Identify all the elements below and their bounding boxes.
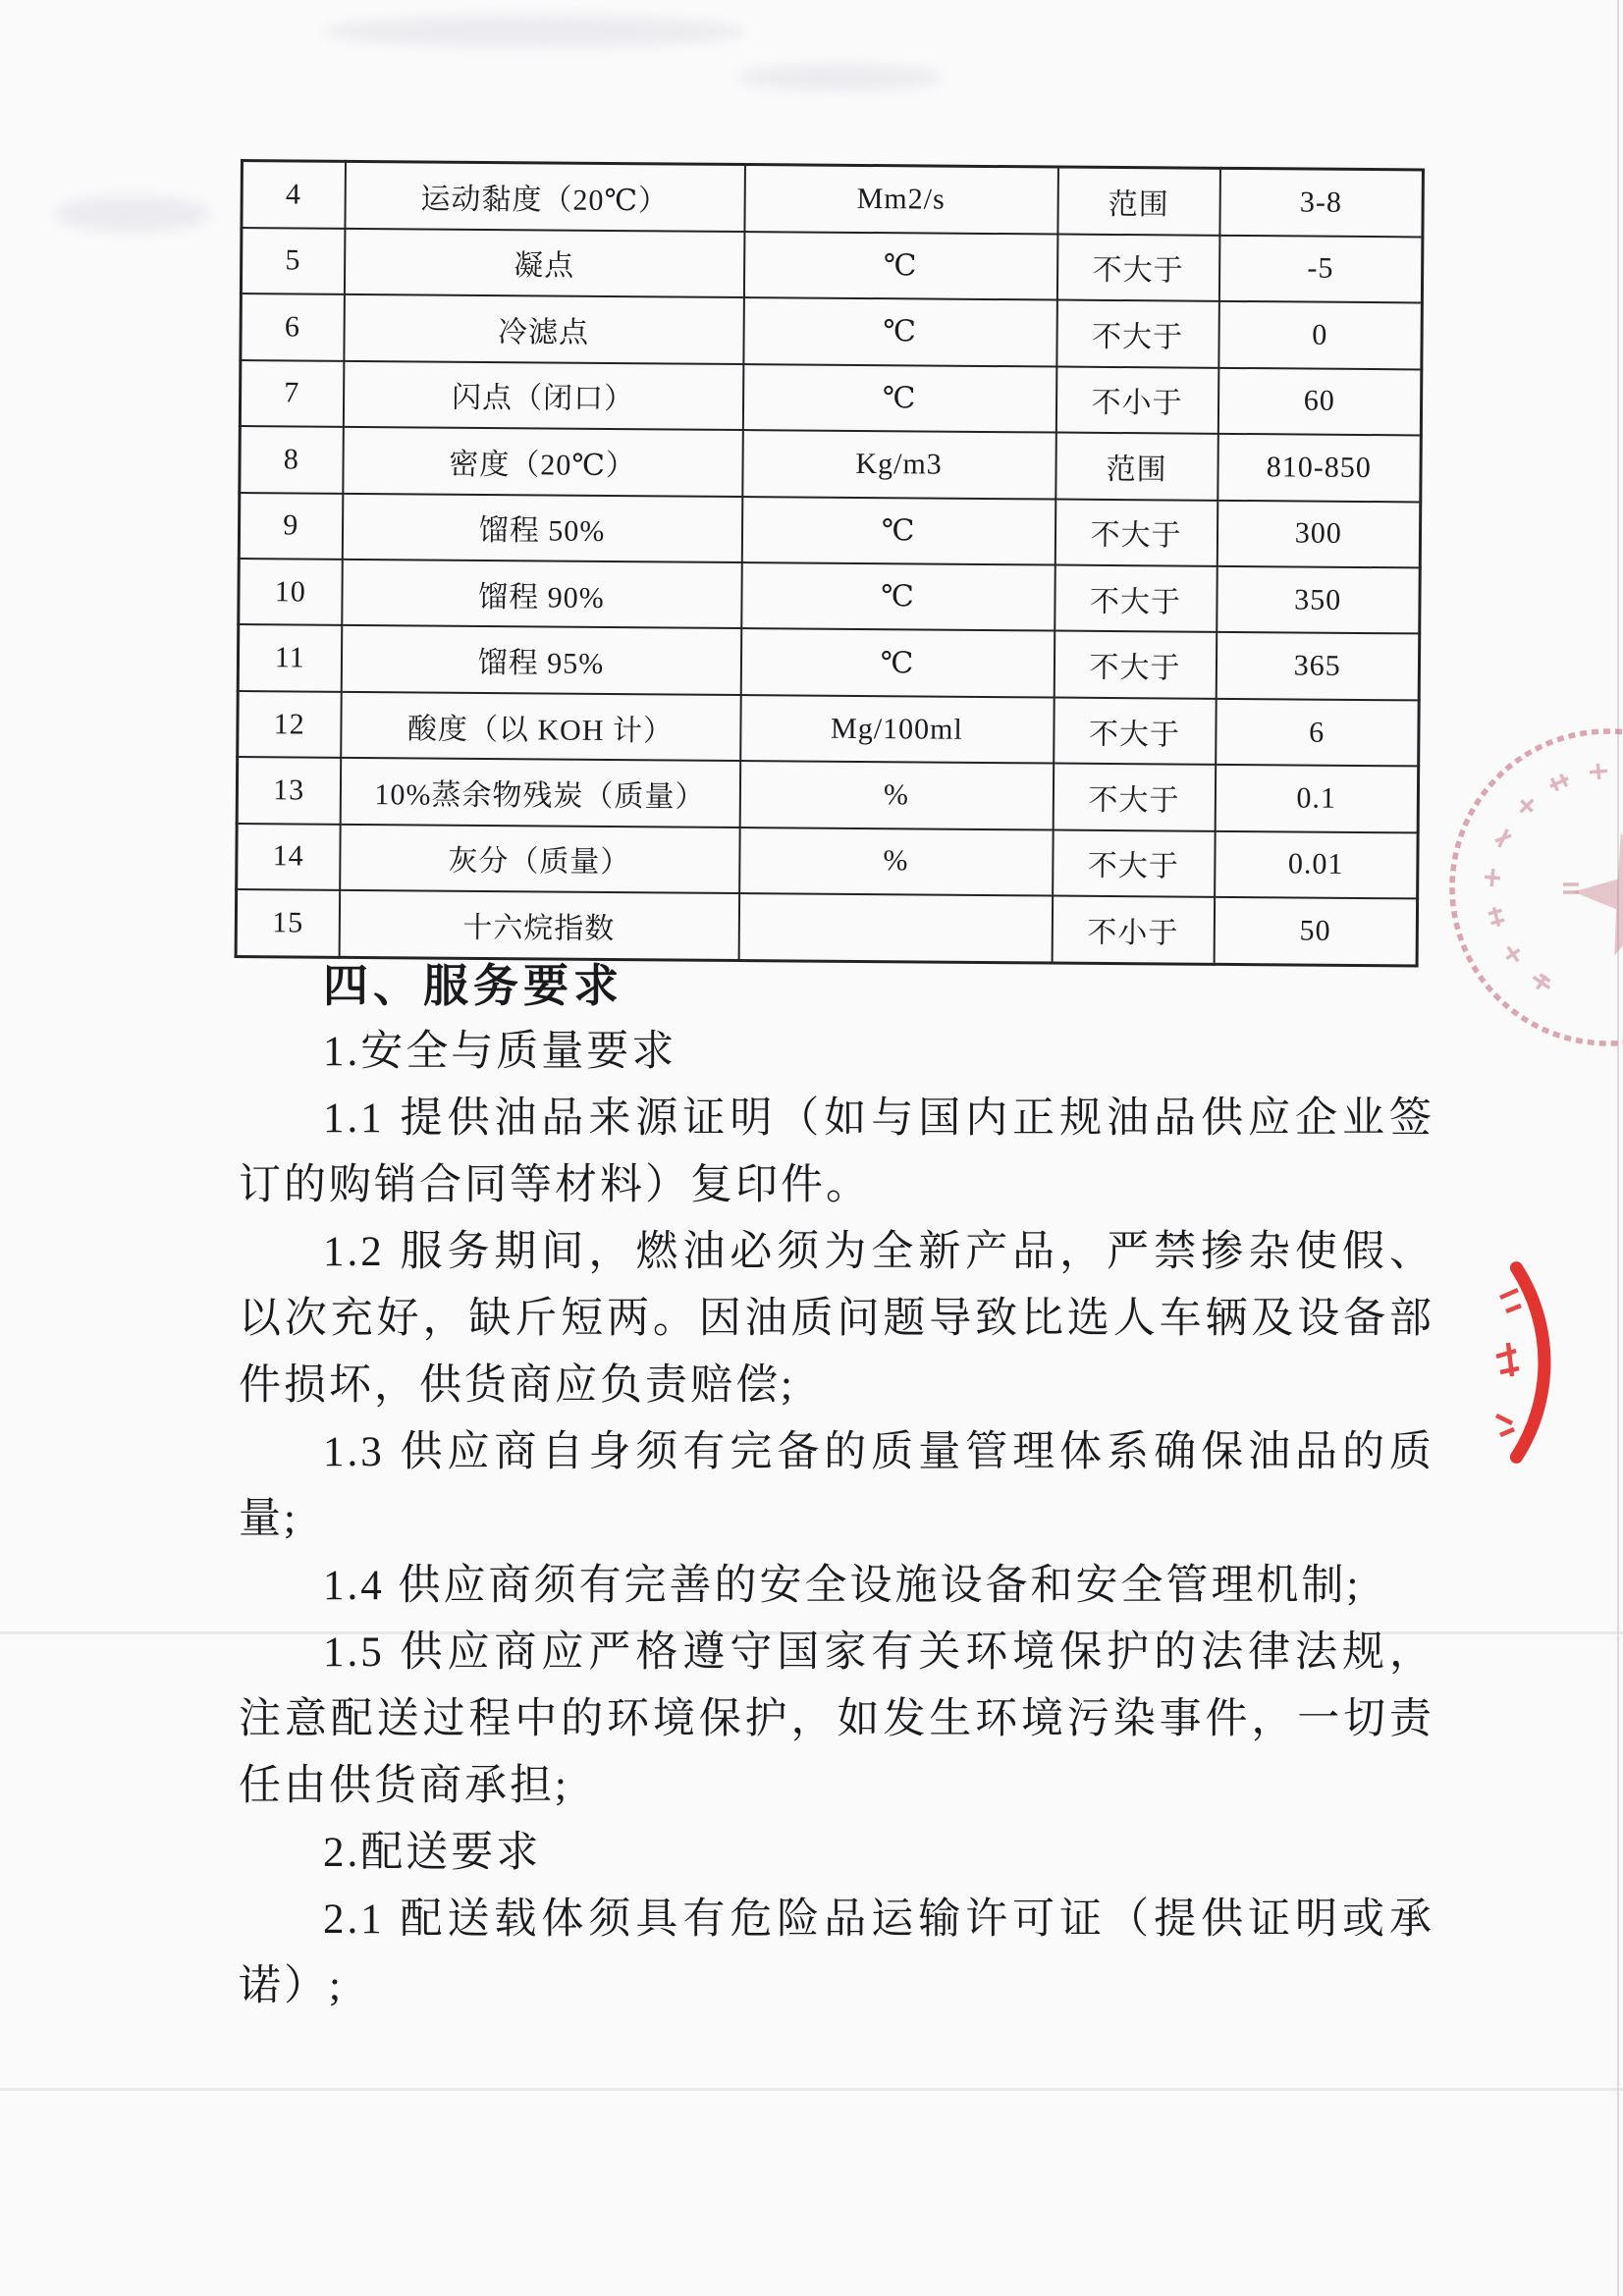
cell-value: 810-850 <box>1217 434 1422 502</box>
cell-value: 6 <box>1216 699 1420 767</box>
cell-index: 9 <box>239 493 343 560</box>
cell-unit: ℃ <box>743 297 1057 366</box>
cell-condition: 范围 <box>1055 433 1218 501</box>
table-row <box>237 757 1418 832</box>
cell-unit: ℃ <box>742 364 1056 433</box>
fuel-spec-table <box>235 159 1425 967</box>
paragraph-1-3: 1.3 供应商自身须有完备的质量管理体系确保油品的质量; <box>239 1429 1434 1542</box>
page-scan-edge <box>1617 0 1619 2296</box>
cell-value: 350 <box>1217 566 1421 634</box>
scan-smudge <box>324 16 746 47</box>
cell-item: 运动黏度（20℃） <box>345 161 745 231</box>
seal-star-icon <box>1573 832 1623 955</box>
cell-condition: 不小于 <box>1055 366 1218 434</box>
cell-index: 7 <box>240 360 344 427</box>
paragraph-1-5: 1.5 供应商应严格遵守国家有关环境保护的法律法规，注意配送过程中的环境保护，如发生环境污染事件，一切责任由供货商承担; <box>239 1629 1434 1809</box>
cell-value: 0.01 <box>1215 831 1419 899</box>
table-row <box>239 493 1420 568</box>
paragraph-2: 2.配送要求 <box>323 1830 542 1876</box>
paragraph-1-4: 1.4 供应商须有完善的安全设施设备和安全管理机制; <box>323 1563 1362 1609</box>
table-row <box>242 161 1423 238</box>
cell-index: 12 <box>238 691 342 758</box>
scan-fold-line <box>0 2088 1623 2091</box>
table-row <box>237 824 1418 899</box>
cell-item: 灰分（质量） <box>340 825 740 894</box>
cell-condition: 不大于 <box>1056 234 1219 301</box>
cell-value: 0.1 <box>1215 765 1419 832</box>
cell-item: 馏程 50% <box>342 493 742 562</box>
scan-smudge <box>736 65 943 90</box>
cell-item: 闪点（闭口） <box>343 360 743 430</box>
cell-value: 60 <box>1217 367 1422 435</box>
cell-index: 6 <box>241 294 345 360</box>
cell-unit: % <box>739 761 1054 829</box>
cell-index: 8 <box>240 426 344 493</box>
cell-index: 11 <box>238 624 342 691</box>
paragraph-1: 1.安全与质量要求 <box>323 1029 677 1075</box>
cell-condition: 不大于 <box>1055 564 1217 632</box>
cell-condition: 不小于 <box>1052 896 1215 965</box>
red-seal-arc <box>1496 1268 1544 1458</box>
table-row <box>240 360 1421 436</box>
table-row <box>240 426 1421 502</box>
cell-index: 4 <box>242 161 346 229</box>
cell-unit: Mg/100ml <box>740 695 1055 764</box>
cell-item: 冷滤点 <box>344 294 744 364</box>
cell-unit: Kg/m3 <box>742 430 1056 499</box>
table-row <box>238 691 1419 767</box>
cell-item: 馏程 90% <box>342 560 742 629</box>
cell-index: 10 <box>239 559 343 625</box>
cell-item: 凝点 <box>344 229 744 298</box>
cell-item: 密度（20℃） <box>343 427 743 497</box>
cell-index: 13 <box>237 757 341 824</box>
table-row <box>239 559 1420 634</box>
cell-unit: % <box>739 828 1054 896</box>
red-seal-stamp <box>1452 731 1623 1043</box>
cell-item: 馏程 95% <box>341 625 741 695</box>
cell-condition: 不大于 <box>1056 300 1219 368</box>
cell-item: 酸度（以 KOH 计） <box>341 692 741 762</box>
cell-value: 50 <box>1214 897 1418 966</box>
cell-condition: 不大于 <box>1055 499 1217 566</box>
table-row <box>241 294 1422 369</box>
cell-condition: 范围 <box>1057 167 1220 235</box>
cell-item: 10%蒸余物残炭（质量） <box>340 758 740 828</box>
cell-index: 5 <box>241 228 345 294</box>
paragraph-1-1: 1.1 提供油品来源证明（如与国内正规油品供应企业签订的购销合同等材料）复印件。 <box>239 1095 1434 1208</box>
table-row <box>238 624 1419 700</box>
paragraph-1-2: 1.2 服务期间，燃油必须为全新产品，严禁掺杂使假、以次充好，缺斤短两。因油质问题导致比选人车辆及设备部件损坏，供货商应负责赔偿; <box>239 1229 1434 1409</box>
cell-item: 十六烷指数 <box>339 890 739 960</box>
cell-unit: ℃ <box>741 497 1055 565</box>
service-requirements-section <box>239 952 1434 2020</box>
cell-condition: 不大于 <box>1053 764 1216 831</box>
paragraph-2-1: 2.1 配送载体须具有危险品运输许可证（提供证明或承诺）; <box>239 1896 1434 2009</box>
section-heading: 四、服务要求 <box>323 960 623 1011</box>
cell-value: -5 <box>1218 236 1423 303</box>
cell-condition: 不大于 <box>1054 631 1217 699</box>
cell-condition: 不大于 <box>1054 697 1217 765</box>
cell-index: 15 <box>236 889 340 957</box>
cell-index: 14 <box>237 824 341 890</box>
cell-unit: ℃ <box>741 562 1055 631</box>
cell-condition: 不大于 <box>1053 829 1216 897</box>
cell-unit: ℃ <box>740 628 1055 697</box>
cell-value: 300 <box>1217 500 1421 567</box>
scan-smudge <box>54 196 211 232</box>
cell-unit: ℃ <box>743 232 1057 300</box>
cell-value: 0 <box>1218 301 1423 369</box>
cell-unit: Mm2/s <box>744 165 1058 235</box>
table-row <box>241 228 1422 303</box>
cell-value: 365 <box>1216 632 1420 700</box>
cell-value: 3-8 <box>1219 168 1424 237</box>
